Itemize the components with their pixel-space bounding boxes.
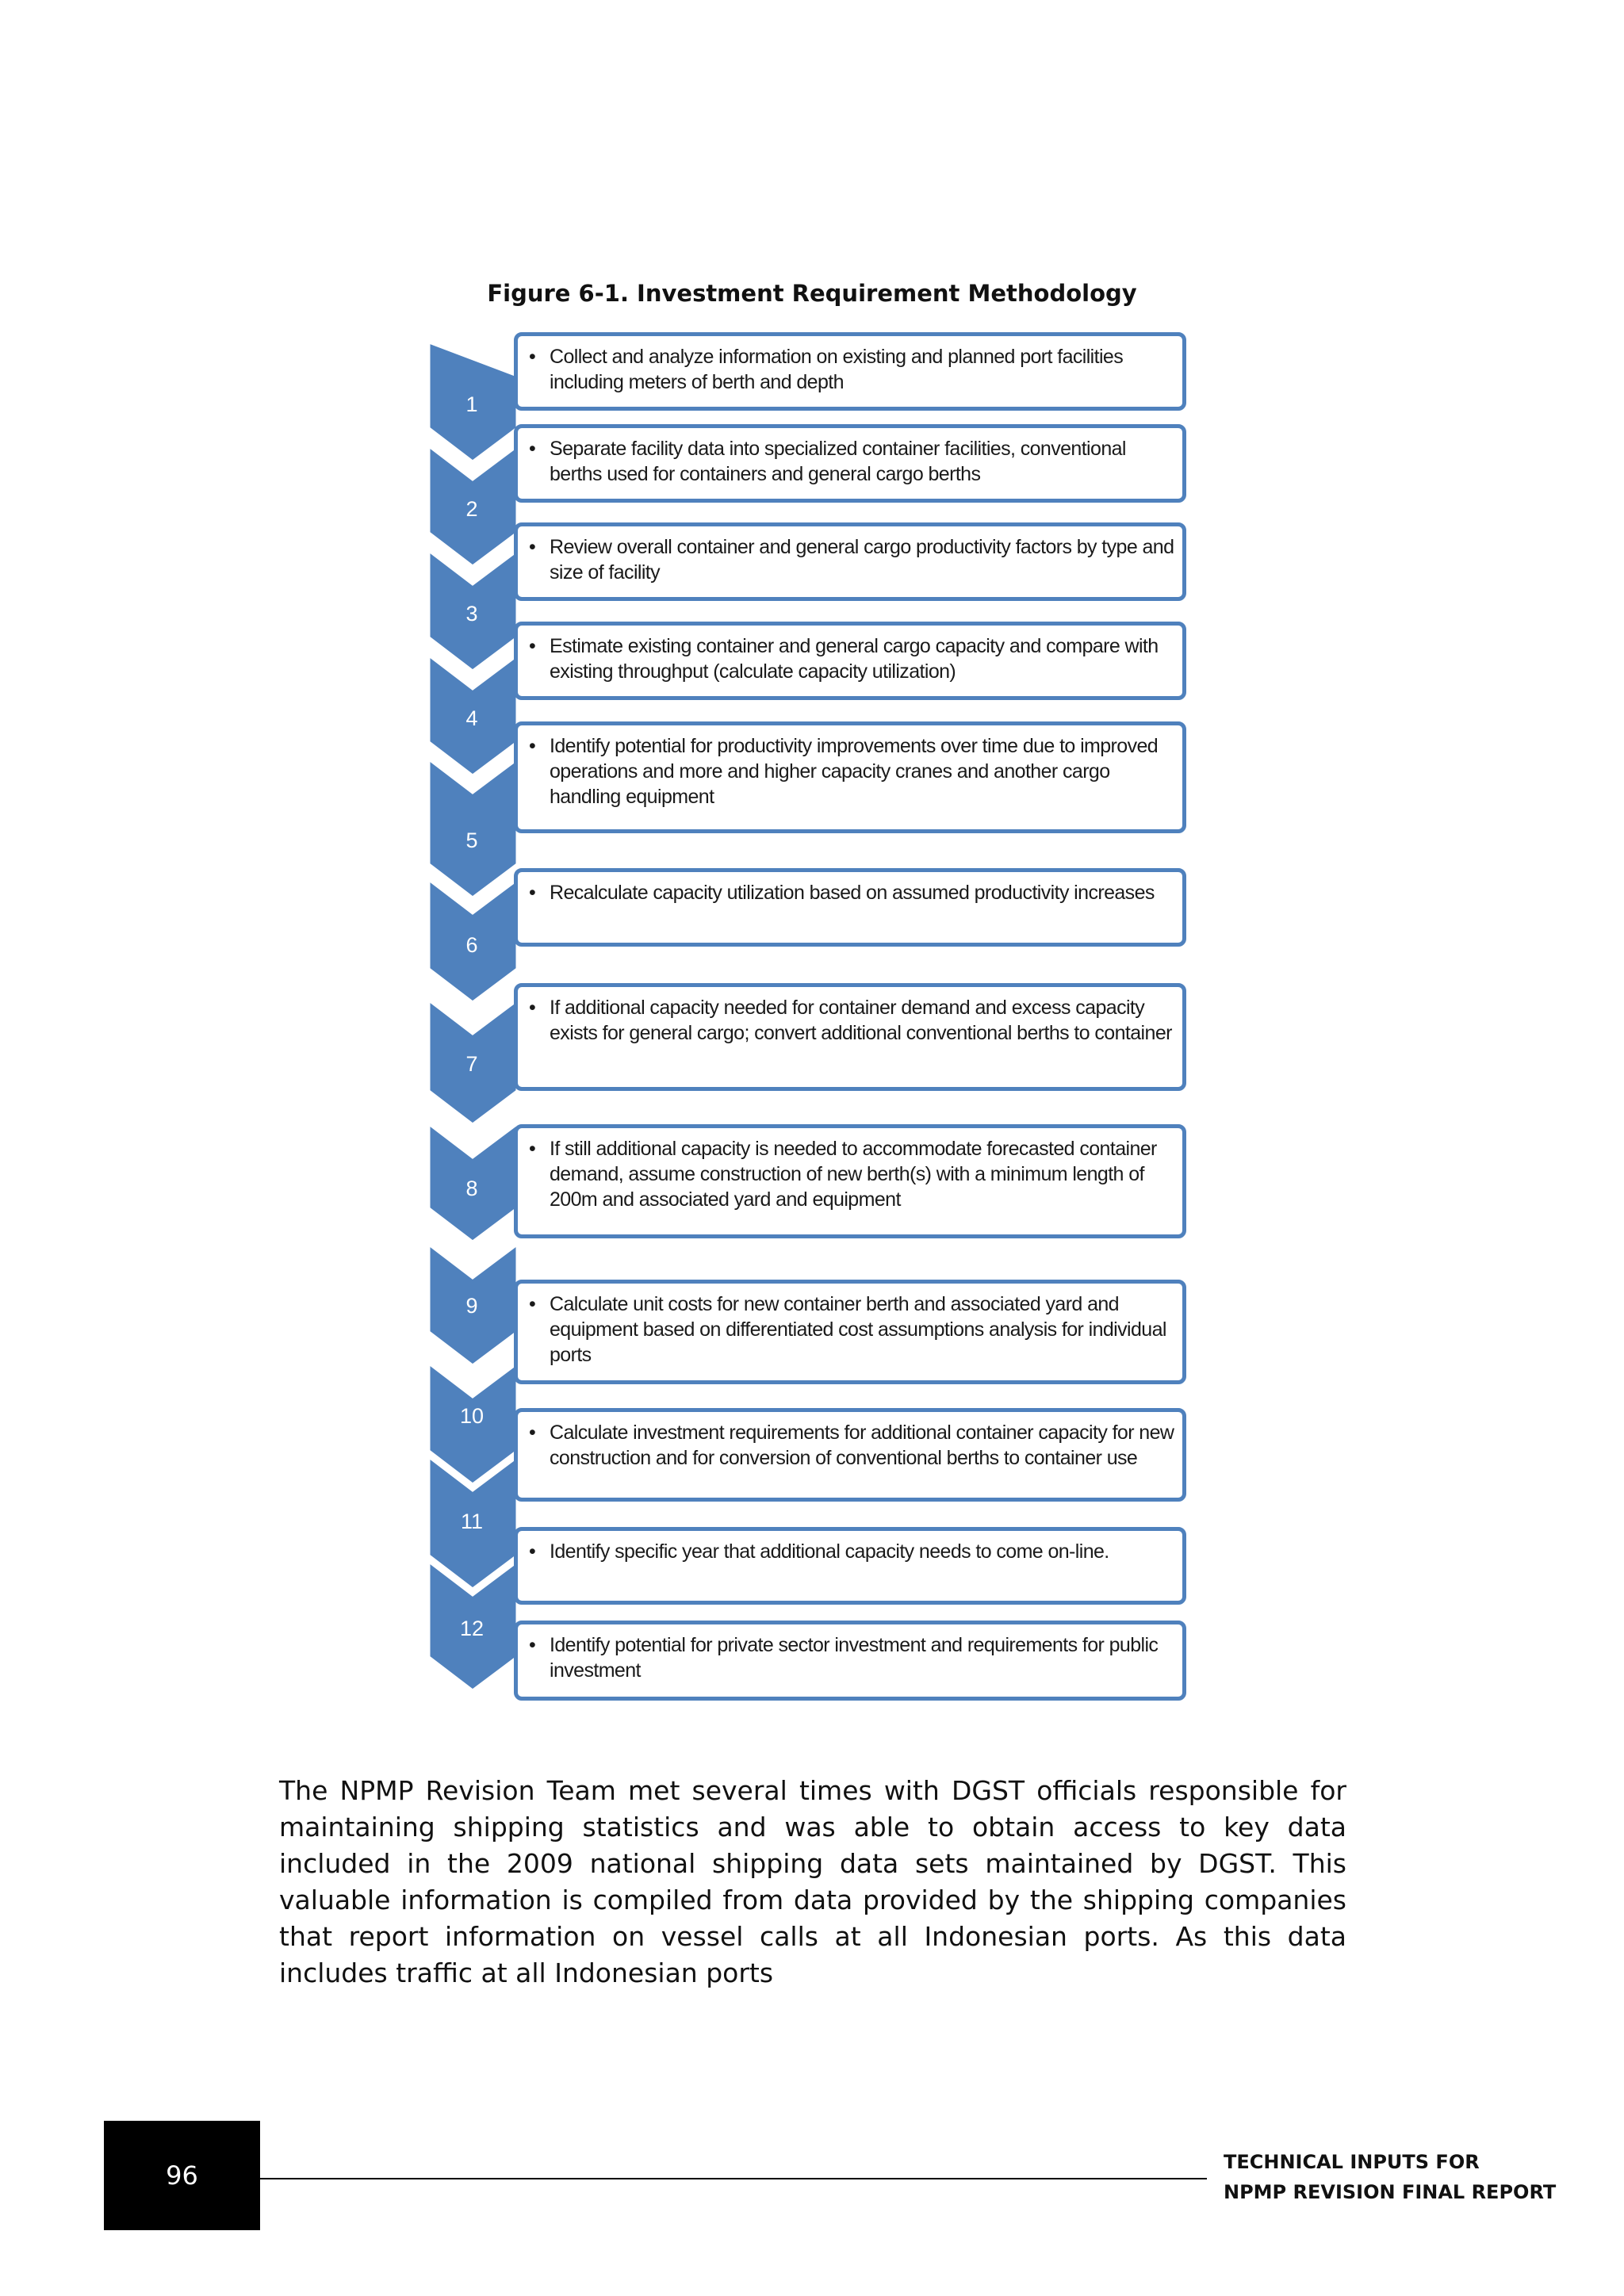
step-box-4 xyxy=(514,622,1186,700)
footer-rule xyxy=(260,2178,1207,2179)
page-number: 96 xyxy=(166,2160,198,2191)
step-text: Identify potential for productivity improvements over time due to improved operations and more and higher capacity cranes and another cargo handling equipment xyxy=(550,735,1159,808)
bullet-mark: • xyxy=(529,997,536,1019)
footer-title-line2: NPMP REVISION FINAL REPORT xyxy=(1224,2181,1557,2203)
bullet-mark: • xyxy=(529,1540,536,1563)
step-number-10: 10 xyxy=(459,1404,485,1428)
step-number-12: 12 xyxy=(459,1617,485,1640)
figure-title: Figure 6-1. Investment Requirement Methodology xyxy=(487,280,1137,307)
step-box-12 xyxy=(514,1621,1186,1701)
bullet-mark: • xyxy=(529,346,536,368)
step-text: Calculate investment requirements for additional container capacity for new construction and for conversion of conventional berths to container use xyxy=(550,1422,1174,1469)
step-box-9 xyxy=(514,1280,1186,1384)
step-text: Separate facility data into specialized container facilities, conventional berths used for containers and general cargo berths xyxy=(550,438,1126,485)
bullet-mark: • xyxy=(529,1293,536,1315)
step-number-3: 3 xyxy=(465,602,478,626)
bullet-mark: • xyxy=(529,735,536,757)
bullet-mark: • xyxy=(529,438,536,460)
page-number-box xyxy=(104,2121,260,2230)
step-box-6 xyxy=(514,868,1186,947)
step-text: Recalculate capacity utilization based on assumed productivity increases xyxy=(550,882,1155,904)
bullet-mark: • xyxy=(529,635,536,657)
step-text: Review overall container and general cargo productivity factors by type and size of facility xyxy=(550,536,1174,584)
step-box-1 xyxy=(514,332,1186,411)
step-text: If still additional capacity is needed to accommodate forecasted container demand, assume construction of new berth(s) with a minimum length of 200m and associated yard and equipment xyxy=(550,1138,1157,1211)
step-box-11 xyxy=(514,1527,1186,1605)
step-box-2 xyxy=(514,424,1186,503)
step-number-8: 8 xyxy=(465,1177,478,1200)
bullet-mark: • xyxy=(529,1422,536,1444)
footer-report-title xyxy=(1224,2147,1556,2207)
step-text: If additional capacity needed for container demand and excess capacity exists for general cargo; convert additional conventional berths to container xyxy=(550,997,1172,1044)
bullet-mark: • xyxy=(529,1138,536,1160)
step-number-5: 5 xyxy=(465,828,478,852)
step-box-7 xyxy=(514,983,1186,1091)
step-text: Collect and analyze information on existing and planned port facilities including meters of berth and depth xyxy=(550,346,1124,393)
step-box-10 xyxy=(514,1408,1186,1502)
step-number-9: 9 xyxy=(465,1294,478,1318)
bullet-mark: • xyxy=(529,536,536,558)
body-paragraph: The NPMP Revision Team met several times with DGST officials responsible for maintaining shipping statistics and was able to obtain access to key data included in the 2009 national shipping data sets maintained by DGST. This valuable information is compiled from data provided by the shipping companies that report information on vessel calls at all Indonesian ports. As this data includes traffic at all Indonesian ports xyxy=(279,1775,1346,1988)
step-number-6: 6 xyxy=(465,933,478,957)
step-box-5 xyxy=(514,721,1186,833)
step-number-2: 2 xyxy=(465,497,478,521)
step-box-8 xyxy=(514,1124,1186,1238)
step-number-4: 4 xyxy=(465,706,478,730)
bullet-mark: • xyxy=(529,1634,536,1656)
bullet-mark: • xyxy=(529,882,536,904)
footer-title-line1: TECHNICAL INPUTS FOR xyxy=(1224,2151,1480,2173)
step-number-1: 1 xyxy=(465,392,478,416)
step-text: Identify specific year that additional capacity needs to come on-line. xyxy=(550,1540,1109,1563)
step-text: Identify potential for private sector investment and requirements for public investment xyxy=(550,1634,1159,1682)
step-number-11: 11 xyxy=(460,1510,484,1533)
step-text: Calculate unit costs for new container berth and associated yard and equipment based on differentiated cost assumptions analysis for individual ports xyxy=(550,1293,1166,1366)
step-number-7: 7 xyxy=(465,1052,478,1076)
step-box-3 xyxy=(514,522,1186,601)
step-text: Estimate existing container and general cargo capacity and compare with existing throughput (calculate capacity utilization) xyxy=(550,635,1159,683)
